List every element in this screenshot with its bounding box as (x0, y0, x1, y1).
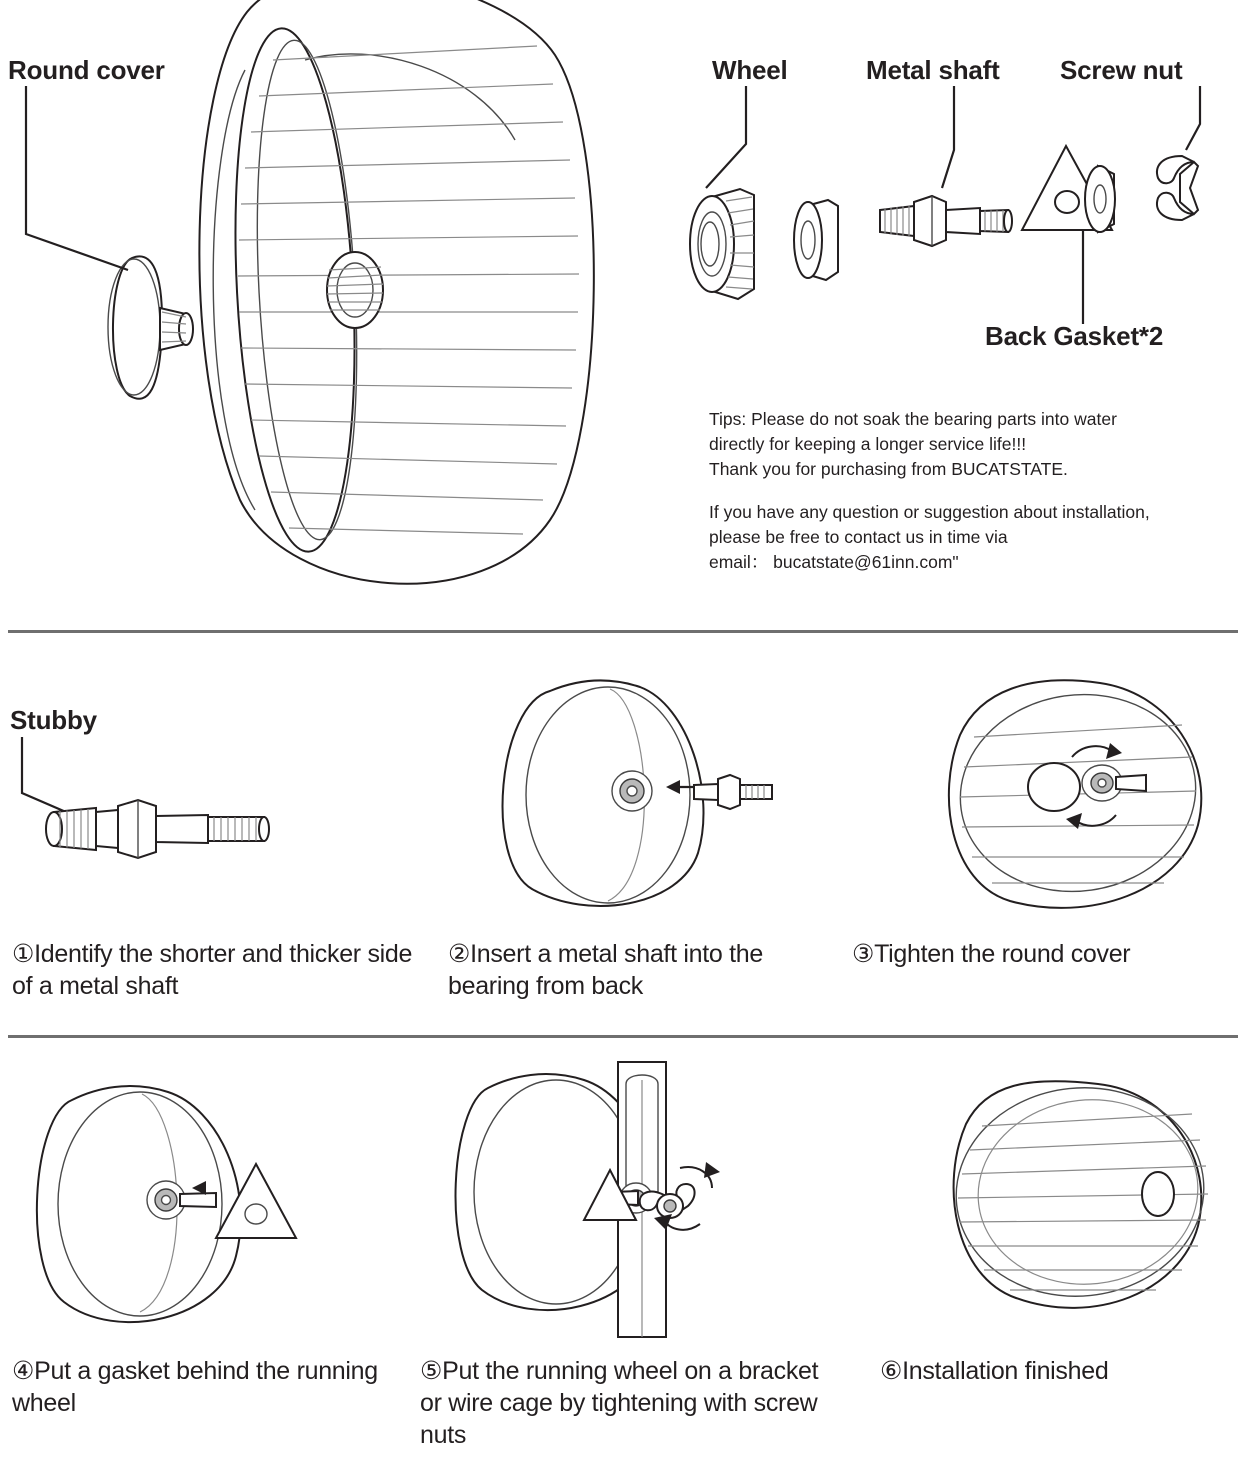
step-4-caption (12, 1355, 412, 1419)
section-divider-2 (8, 1035, 1238, 1038)
tips-line-5: please be free to contact us in time via (709, 527, 1008, 547)
bearing-housing-illustration (680, 185, 790, 310)
label-screw-nut: Screw nut (1060, 55, 1183, 85)
step-4-caption-line-1: ④Put a gasket behind the (12, 1357, 290, 1385)
step-2-caption-line-2: the bearing from back (448, 940, 763, 1000)
step-1-illustration (20, 790, 280, 870)
leader-line-screw-nut (1170, 84, 1210, 154)
label-back-gasket: Back Gasket*2 (985, 321, 1164, 351)
step-3-caption (852, 938, 1242, 970)
step-2-illustration (480, 675, 780, 915)
step-2-caption-line-1: ②Insert a metal shaft into (448, 940, 723, 968)
leader-line-metal-shaft (930, 84, 960, 194)
step-3-caption-line-1: ③Tighten the round cover (852, 940, 1131, 968)
tips-block (709, 407, 1244, 575)
tips-line-2: directly for keeping a longer service life!!! (709, 434, 1027, 454)
step-5-caption-line-3: by tightening with screw nuts (420, 1389, 818, 1449)
screw-nut-illustration (1150, 150, 1220, 230)
step-6-illustration (930, 1068, 1230, 1318)
leader-line-back-gasket (1065, 228, 1105, 328)
tips-line-1: Tips: Please do not soak the bearing parts into water (709, 409, 1117, 429)
step-5-caption (420, 1355, 840, 1451)
step-1-caption-line-2: thicker side of a metal shaft (12, 940, 413, 1000)
tips-line-4: If you have any question or suggestion about installation, (709, 502, 1150, 522)
step-2-caption (448, 938, 848, 1002)
step-1-caption (12, 938, 422, 1002)
tips-line-3: Thank you for purchasing from BUCATSTATE. (709, 459, 1068, 479)
step-6-caption (880, 1355, 1240, 1387)
step-6-caption-line-1: ⑥Installation finished (880, 1357, 1109, 1385)
round-cover-illustration (100, 250, 210, 410)
label-wheel: Wheel (712, 55, 788, 85)
tips-line-6: email： bucatstate@61inn.com" (709, 552, 959, 572)
step-3-illustration (930, 665, 1230, 915)
label-metal-shaft: Metal shaft (866, 55, 1000, 85)
section-divider-1 (8, 630, 1238, 633)
leader-line-round-cover (20, 84, 150, 274)
label-round-cover: Round cover (8, 55, 165, 85)
step-4-illustration (20, 1080, 320, 1330)
bearing-ring-illustration (792, 196, 852, 286)
step-5-caption-line-1: ⑤Put the running wheel (420, 1357, 678, 1385)
leader-line-wheel (700, 84, 760, 194)
wheel-drum-illustration (185, 0, 625, 610)
step-5-caption-line-2: on a bracket or wire cage (420, 1357, 819, 1417)
label-stubby: Stubby (10, 705, 97, 735)
step-1-caption-line-1: ①Identify the shorter and (12, 940, 283, 968)
step-4-caption-line-2: running wheel (12, 1357, 378, 1417)
step-5-illustration (440, 1062, 770, 1337)
